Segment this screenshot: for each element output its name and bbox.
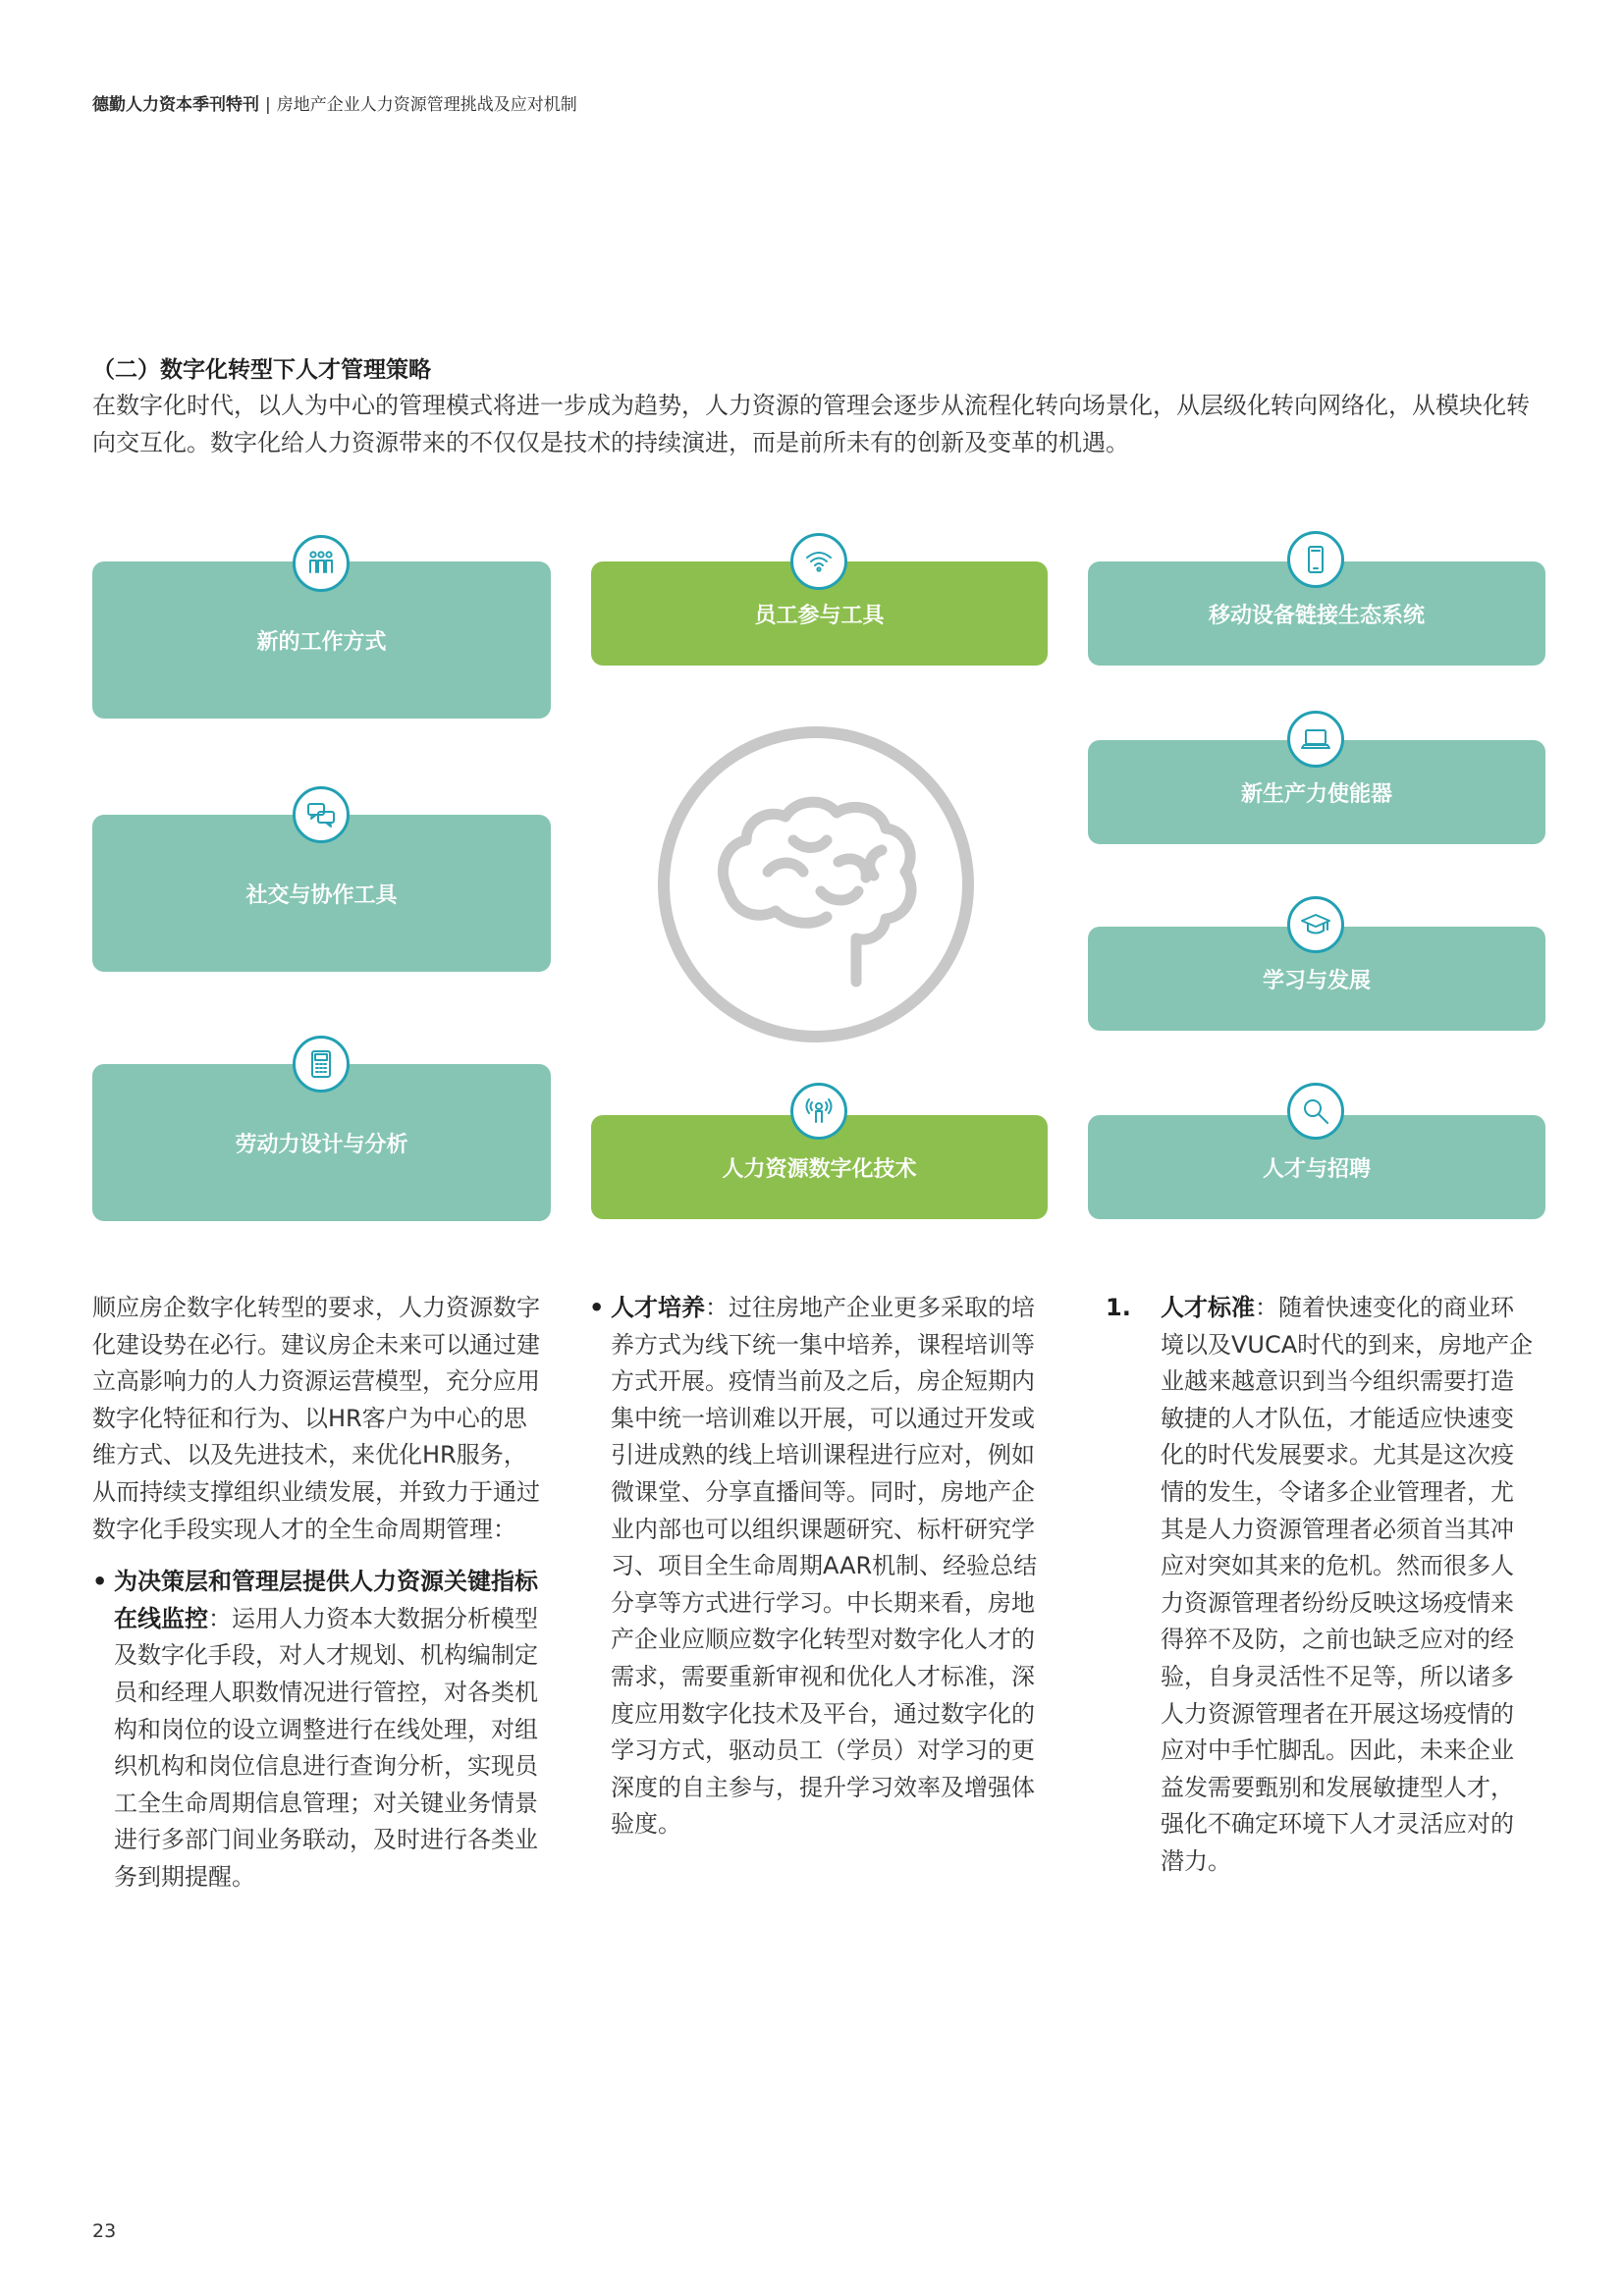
people-icon: [293, 535, 350, 592]
magnifier-icon: [1287, 1083, 1344, 1140]
graduation-cap-icon: [1287, 896, 1344, 953]
column-middle: [589, 1290, 1047, 1843]
card-label: 学习与发展: [1262, 968, 1371, 993]
bullet-marker: •: [589, 1294, 605, 1321]
laptop-icon: [1287, 711, 1344, 768]
header-brand: 德勤人力资本季刊特刊: [92, 95, 259, 115]
card-label: 人才与招聘: [1262, 1156, 1371, 1182]
running-header: [92, 90, 577, 115]
card-label: 员工参与工具: [754, 603, 885, 628]
header-title: 房地产企业人力资源管理挑战及应对机制: [276, 95, 577, 115]
middle-bullet: [589, 1290, 1047, 1843]
card-label: 新的工作方式: [256, 629, 387, 655]
brain-icon: [656, 724, 976, 1044]
mobile-icon: [1287, 531, 1344, 588]
card-label: 社交与协作工具: [245, 882, 398, 908]
bullet-title: 为决策层和管理层提供人力资源关键指标在线监控: [114, 1568, 538, 1632]
calculator-icon: [293, 1036, 350, 1093]
numbered-item: [1106, 1290, 1534, 1881]
person-broadcast-icon: [790, 1083, 847, 1140]
column-right: [1106, 1290, 1534, 1881]
card-label: 劳动力设计与分析: [235, 1132, 408, 1157]
item-title: 人才标准: [1161, 1294, 1255, 1321]
item-text: ：随着快速变化的商业环境以及VUCA时代的到来，房地产企业越来越意识到当今组织需要打造敏捷的人才队伍，才能适应快速变化的时代发展要求。尤其是这次疫情的发生，令诸多企业管理者，尤其是人力资源管理者必须首当其冲应对突如其来的危机。然而很多人力资源管理者纷纷反映这场疫情来得猝不及防，之前也缺乏应对的经验，自身灵活性不足等，所以诸多人力资源管理者在开展这场疫情的应对中手忙脚乱。因此，未来企业益发需要甄别和发展敏捷型人才，强化不确定环境下人才灵活应对的潜力。: [1161, 1294, 1534, 1875]
left-bullet: [92, 1564, 544, 1896]
column-left: [92, 1290, 544, 1896]
bullet-title: 人才培养: [611, 1294, 705, 1321]
card-label: 移动设备链接生态系统: [1208, 603, 1425, 628]
section-intro: 在数字化时代，以人为中心的管理模式将进一步成为趋势，人力资源的管理会逐步从流程化转向场景化，从层级化转向网络化，从模块化转向交互化。数字化给人力资源带来的不仅仅是技术的持续演进，而是前所未有的创新及变革的机遇。: [92, 392, 1530, 456]
section-title: （二）数字化转型下人才管理策略: [92, 357, 431, 383]
chat-icon: [293, 786, 350, 843]
page-number: 23: [92, 2220, 117, 2242]
wifi-icon: [790, 533, 847, 590]
bullet-text: ：运用人力资本大数据分析模型及数字化手段，对人才规划、机构编制定员和经理人职数情况进行管控，对各类机构和岗位的设立调整进行在线处理，对组织机构和岗位信息进行查询分析，实现员工全生命周期信息管理；对关键业务情景进行多部门间业务联动，及时进行各类业务到期提醒。: [114, 1604, 538, 1891]
card-label: 人力资源数字化技术: [722, 1156, 917, 1182]
item-number: 1.: [1106, 1294, 1131, 1321]
bullet-marker: •: [92, 1568, 108, 1596]
bullet-text: ：过往房地产企业更多采取的培养方式为线下统一集中培养，课程培训等方式开展。疫情当前及之后，房企短期内集中统一培训难以开展，可以通过开发或引进成熟的线上培训课程进行应对，例如微课堂、分享直播间等。同时，房地产企业内部也可以组织课题研究、标杆研究学习、项目全生命周期AAR机制、经验总结分享等方式进行学习。中长期来看，房地产企业应顺应数字化转型对数字化人才的需求，需要重新审视和优化人才标准，深度应用数字化技术及平台，通过数字化的学习方式，驱动员工（学员）对学习的更深度的自主参与，提升学习效率及增强体验度。: [611, 1294, 1038, 1839]
left-paragraph: 顺应房企数字化转型的要求，人力资源数字化建设势在必行。建议房企未来可以通过建立高影响力的人力资源运营模型，充分应用数字化特征和行为、以HR客户为中心的思维方式、以及先进技术，来优化HR服务，从而持续支撑组织业绩发展，并致力于通过数字化手段实现人才的全生命周期管理：: [92, 1294, 540, 1543]
header-separator: |: [265, 95, 271, 115]
card-label: 新生产力使能器: [1240, 781, 1392, 807]
